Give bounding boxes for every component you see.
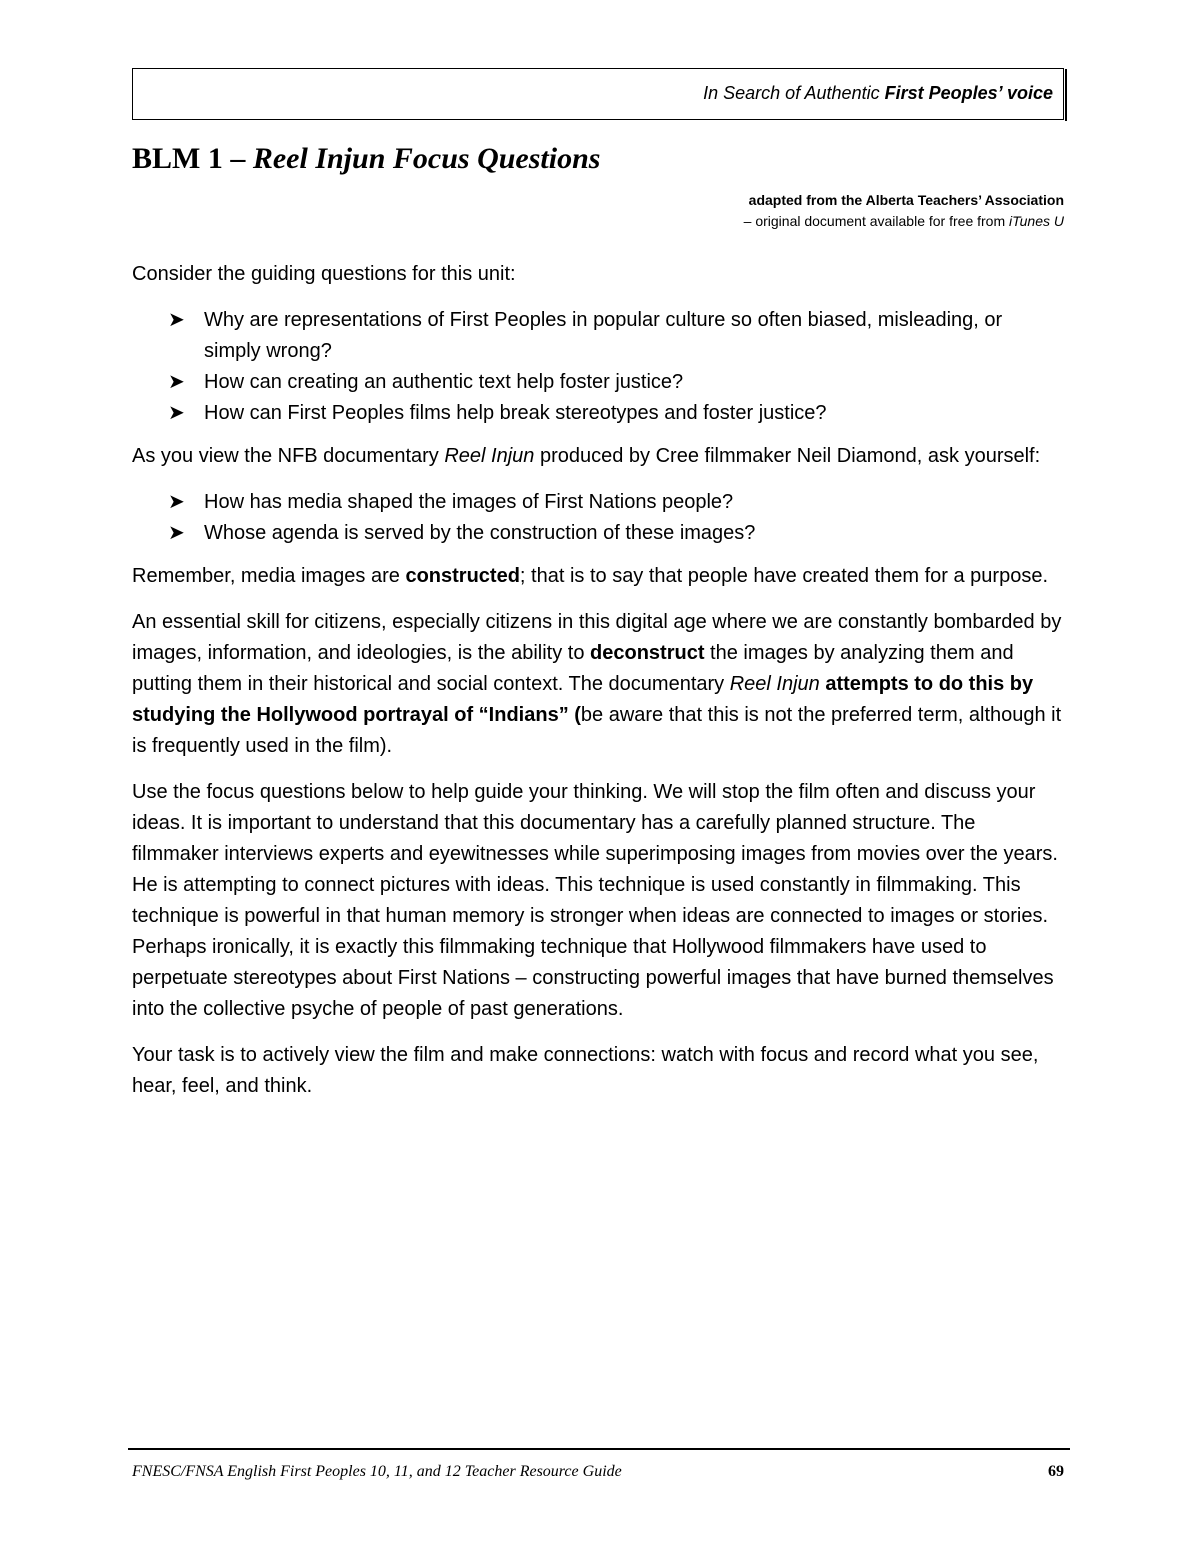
skill-bold: deconstruct — [590, 642, 705, 664]
header-divider — [1065, 69, 1067, 121]
list-item — [132, 398, 1062, 429]
document-body — [132, 259, 1062, 1117]
list-item — [132, 487, 1062, 518]
focus-paragraph: Use the focus questions below to help guide your thinking. We will stop the film often and discuss your ideas. It is important to understand that this documentary has a carefully planned structure. The filmmaker interviews experts and eyewitnesses while superimposing images from movies over the years. He is attempting to connect pictures with ideas. This technique is used constantly in filmmaking. This technique is powerful in that human memory is stronger when ideas are connected to images or stories. Perhaps ironically, it is exactly this filmmaking technique that Hollywood filmmakers have used to perpetuate stereotypes about First Nations – constructing powerful images that have burned themselves into the collective psyche of people of past generations. — [132, 781, 1058, 1020]
film-title: Reel Injun — [729, 673, 820, 695]
skill-suffix: be aware that this is not the preferred term, although it is frequently used in the film). — [132, 704, 1062, 757]
attribution-line2-prefix: – original document available for free from — [743, 213, 1010, 229]
skill-prefix: An essential skill for citizens, especially citizens in this digital age where we are constantly bombarded by images, information, and ideologies, is the ability to — [132, 611, 1062, 664]
running-header — [132, 68, 1064, 120]
remember-prefix: Remember, media images are — [132, 565, 406, 587]
view-paragraph — [132, 441, 1062, 472]
guiding-questions-list — [132, 305, 1062, 429]
header-prefix: In Search of Authentic — [703, 83, 885, 103]
list-item-text: How has media shaped the images of First Nations people? — [204, 491, 734, 513]
view-prefix: As you view the NFB documentary — [132, 445, 445, 467]
intro-paragraph: Consider the guiding questions for this unit: — [132, 263, 516, 285]
list-item — [132, 367, 1062, 398]
attribution-line2 — [744, 211, 1064, 232]
attribution — [744, 190, 1064, 232]
ask-questions-list — [132, 487, 1062, 549]
remember-suffix: ; that is to say that people have created them for a purpose. — [519, 565, 1049, 587]
footer-divider — [128, 1448, 1070, 1450]
list-item-text: How can creating an authentic text help foster justice? — [204, 371, 684, 393]
title-italic: Reel Injun Focus Questions — [252, 142, 601, 175]
arrow-bullet-icon: ➤ — [168, 402, 185, 424]
remember-bold: constructed — [405, 565, 520, 587]
view-suffix: produced by Cree filmmaker Neil Diamond, ask yourself: — [534, 445, 1041, 467]
header-emphasis: First Peoples’ voice — [884, 83, 1053, 103]
skill-paragraph — [132, 607, 1062, 762]
task-paragraph: Your task is to actively view the film and make connections: watch with focus and record what you see, hear, feel, and think. — [132, 1044, 1039, 1097]
arrow-bullet-icon: ➤ — [168, 371, 185, 393]
arrow-bullet-icon: ➤ — [168, 491, 185, 513]
skill-bold2: attempts to do this by studying the Hollywood portrayal of “Indians” ( — [132, 673, 1034, 726]
arrow-bullet-icon: ➤ — [168, 309, 185, 331]
list-item — [132, 518, 1062, 549]
attribution-source: iTunes U — [1009, 213, 1064, 229]
running-header-text — [703, 83, 1053, 104]
title-prefix: BLM 1 – — [132, 142, 253, 175]
page-title — [132, 142, 600, 176]
remember-paragraph — [132, 561, 1062, 592]
skill-mid: the images by analyzing them and putting them in their historical and social context. The documentary — [132, 642, 1014, 695]
page-number: 69 — [1048, 1463, 1064, 1480]
list-item-text: How can First Peoples films help break stereotypes and foster justice? — [204, 402, 827, 424]
film-title: Reel Injun — [444, 445, 535, 467]
footer-text: FNESC/FNSA English First Peoples 10, 11, and 12 Teacher Resource Guide — [132, 1463, 622, 1480]
list-item-text: Why are representations of First Peoples in popular culture so often biased, misleading, or simply wrong? — [204, 309, 1003, 362]
attribution-line1: adapted from the Alberta Teachers’ Association — [748, 192, 1064, 208]
list-item — [132, 305, 1062, 367]
arrow-bullet-icon: ➤ — [168, 522, 185, 544]
list-item-text: Whose agenda is served by the construction of these images? — [204, 522, 756, 544]
